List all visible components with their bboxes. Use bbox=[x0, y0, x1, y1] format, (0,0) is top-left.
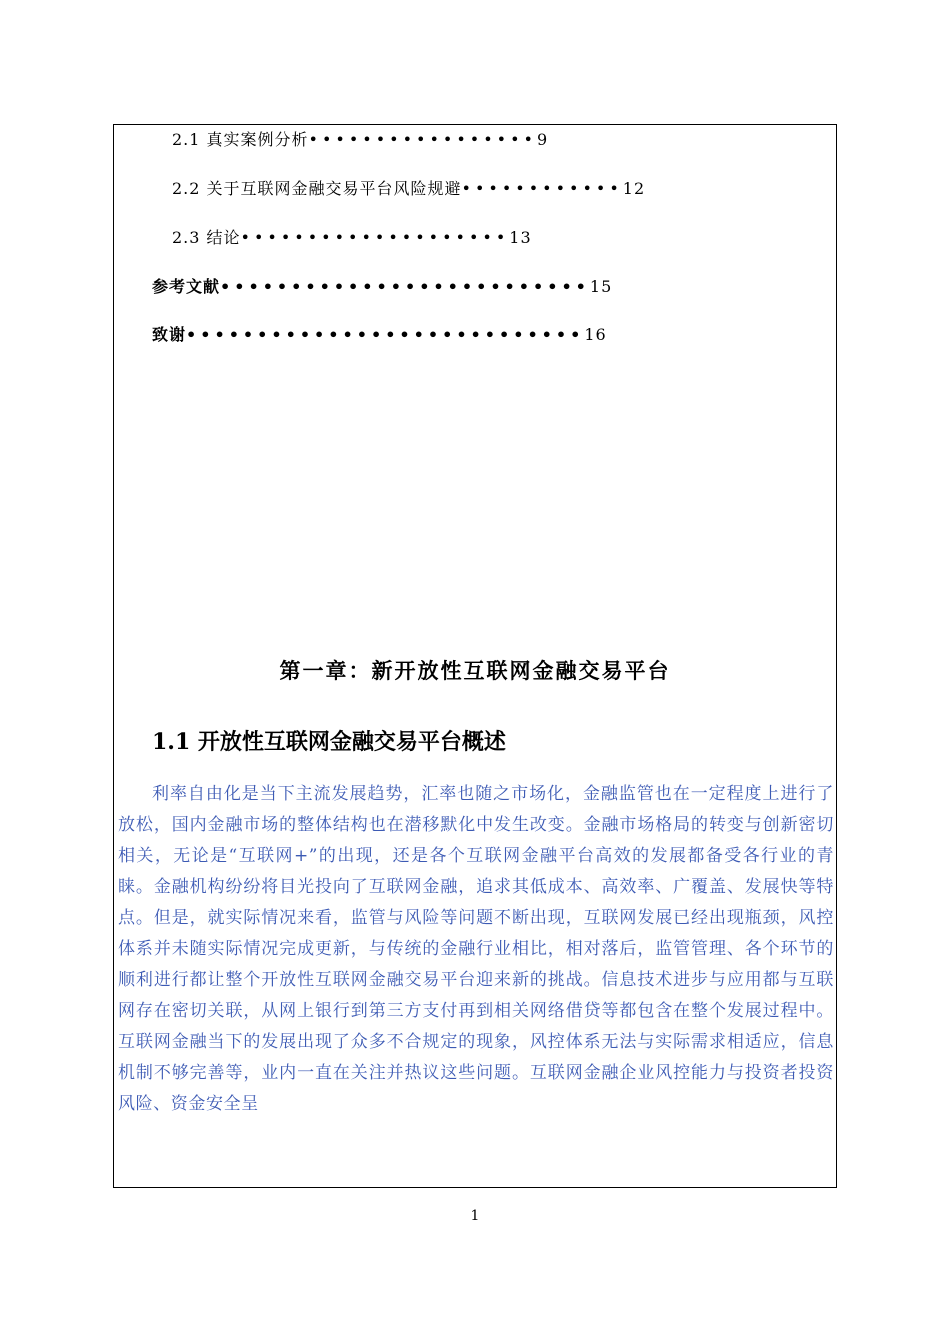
toc-label: 2.3 结论 bbox=[172, 228, 241, 247]
toc-label: 2.2 关于互联网金融交易平台风险规避 bbox=[172, 179, 462, 198]
toc-label: 2.1 真实案例分析 bbox=[172, 130, 309, 149]
section-title: 1.1 开放性互联网金融交易平台概述 bbox=[152, 729, 506, 755]
toc-leader: •••••••••••• bbox=[461, 179, 623, 198]
toc-leader: ••••••••••••••••• bbox=[308, 130, 537, 149]
toc-label: 致谢 bbox=[152, 325, 187, 344]
toc-page-number: 9 bbox=[536, 130, 549, 149]
toc-item-2-2[interactable] bbox=[172, 179, 645, 199]
toc-page-number: 13 bbox=[509, 228, 532, 247]
toc-item-2-3[interactable] bbox=[172, 228, 532, 248]
toc-page-number: 15 bbox=[589, 277, 613, 296]
page-number: 1 bbox=[470, 1208, 480, 1224]
page-frame bbox=[113, 124, 837, 1188]
body-paragraph: 利率自由化是当下主流发展趋势，汇率也随之市场化，金融监管也在一定程度上进行了放松，国内金融市场的整体结构也在潜移默化中发生改变。金融市场格局的转变与创新密切相关，无论是“互联网+”的出现，还是各个互联网金融平台高效的发展都备受各行业的青睐。金融机构纷纷将目光投向了互联网金融，追求其低成本、高效率、广覆盖、发展快等特点。但是，就实际情况来看，监管与风险等问题不断出现，互联网发展已经出现瓶颈，风控体系并未随实际情况完成更新，与传统的金融行业相比，相对落后，监管管理、各个环节的顺利进行都让整个开放性互联网金融交易平台迎来新的挑战。信息技术进步与应用都与互联网存在密切关联，从网上银行到第三方支付再到相关网络借贷等都包含在整个发展过程中。互联网金融当下的发展出现了众多不合规定的现象，风控体系无法与实际需求相适应，信息机制不够完善等，业内一直在关注并热议这些问题。互联网金融企业风控能力与投资者投资风险、资金安全呈 bbox=[118, 784, 834, 1114]
toc-label: 参考文献 bbox=[152, 277, 221, 296]
toc-leader: •••••••••••••••••••••••••••• bbox=[186, 325, 585, 344]
toc-page-number: 16 bbox=[584, 325, 607, 344]
toc-item-references[interactable] bbox=[152, 277, 612, 297]
toc-item-acknowledgements[interactable] bbox=[152, 325, 607, 345]
toc-leader: •••••••••••••••••••• bbox=[240, 228, 510, 247]
toc-page-number: 12 bbox=[622, 179, 646, 198]
toc-leader: •••••••••••••••••••••••••• bbox=[220, 277, 590, 296]
chapter-title: 第一章：新开放性互联网金融交易平台 bbox=[279, 658, 671, 683]
toc-item-2-1[interactable] bbox=[172, 130, 548, 150]
